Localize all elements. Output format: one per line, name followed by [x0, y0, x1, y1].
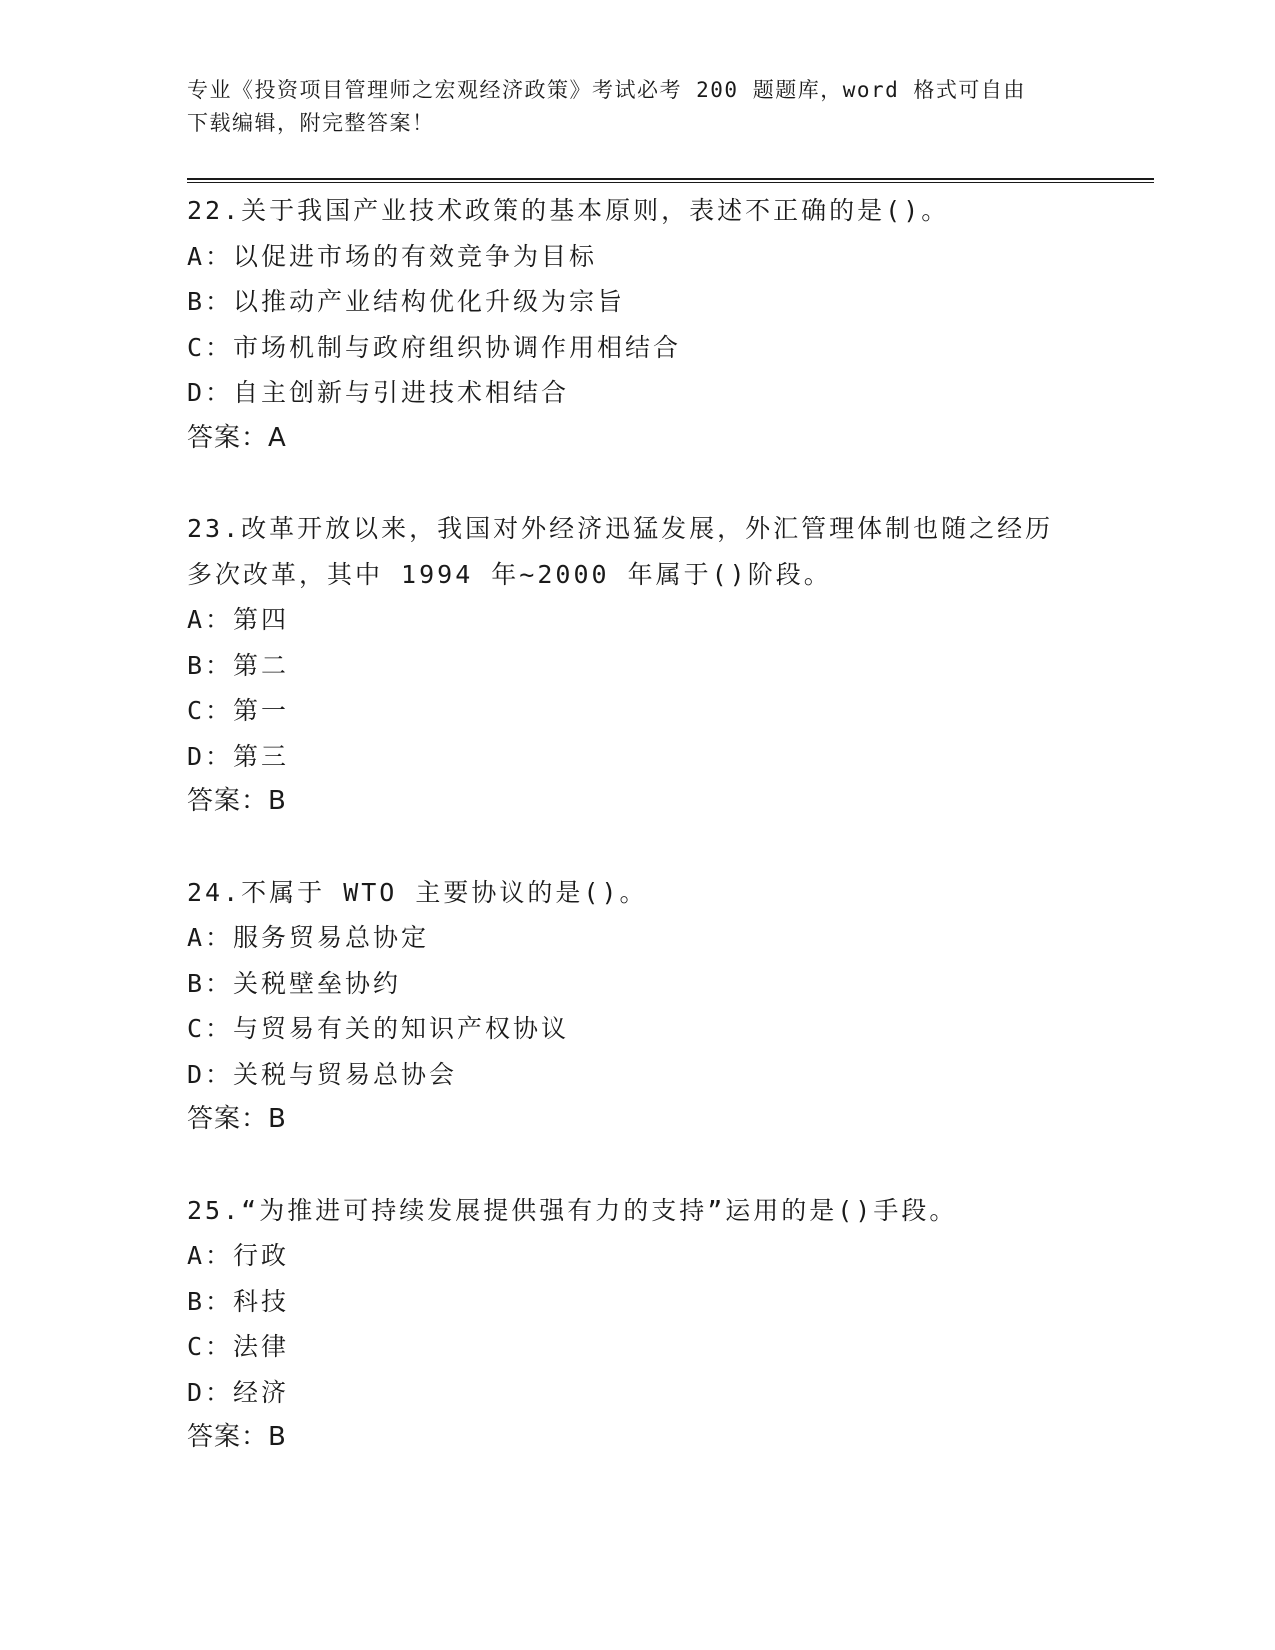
option-b: B：关税壁垒协约: [187, 968, 402, 998]
question-stem: 25.“为推进可持续发展提供强有力的支持”运用的是()手段。: [187, 1195, 958, 1225]
question-22: [187, 188, 1087, 461]
option-a: A：第四: [187, 605, 290, 634]
option-c: C：法律: [187, 1332, 290, 1361]
option-c: C：与贸易有关的知识产权协议: [187, 1014, 570, 1043]
question-stem: 23.改革开放以来，我国对外经济迅猛发展，外汇管理体制也随之经历多次改革，其中 1994 年~2000 年属于()阶段。: [187, 514, 1054, 589]
question-24: [187, 870, 1087, 1143]
option-b: B：第二: [187, 650, 290, 680]
option-d: D：第三: [187, 741, 290, 771]
option-d: D：经济: [187, 1377, 290, 1407]
option-b: B：科技: [187, 1286, 290, 1316]
option-a: A：服务贸易总协定: [187, 923, 430, 952]
answer: 答案：B: [187, 1104, 287, 1134]
option-c: C：第一: [187, 696, 290, 725]
answer: 答案：A: [187, 422, 287, 453]
answer: 答案：B: [187, 1422, 287, 1452]
option-b: B：以推动产业结构优化升级为宗旨: [187, 287, 626, 316]
question-list: [187, 188, 1087, 1506]
question-stem: 24.不属于 WTO 主要协议的是()。: [187, 877, 648, 907]
question-23: [187, 506, 1087, 825]
option-a: A：行政: [187, 1241, 290, 1270]
option-d: D：关税与贸易总协会: [187, 1059, 458, 1089]
question-25: [187, 1188, 1087, 1461]
divider-thick: [187, 178, 1154, 180]
document-header: [187, 74, 1067, 140]
option-a: A：以促进市场的有效竞争为目标: [187, 241, 598, 271]
question-stem: 22.关于我国产业技术政策的基本原则，表述不正确的是()。: [187, 196, 950, 225]
header-line-2: 下载编辑，附完整答案！: [187, 111, 435, 135]
header-line-1: 专业《投资项目管理师之宏观经济政策》考试必考 200 题题库，word 格式可自由: [187, 78, 1026, 102]
divider-thin: [187, 182, 1154, 183]
answer: 答案：B: [187, 786, 287, 816]
option-d: D：自主创新与引进技术相结合: [187, 378, 570, 407]
option-c: C：市场机制与政府组织协调作用相结合: [187, 332, 682, 362]
